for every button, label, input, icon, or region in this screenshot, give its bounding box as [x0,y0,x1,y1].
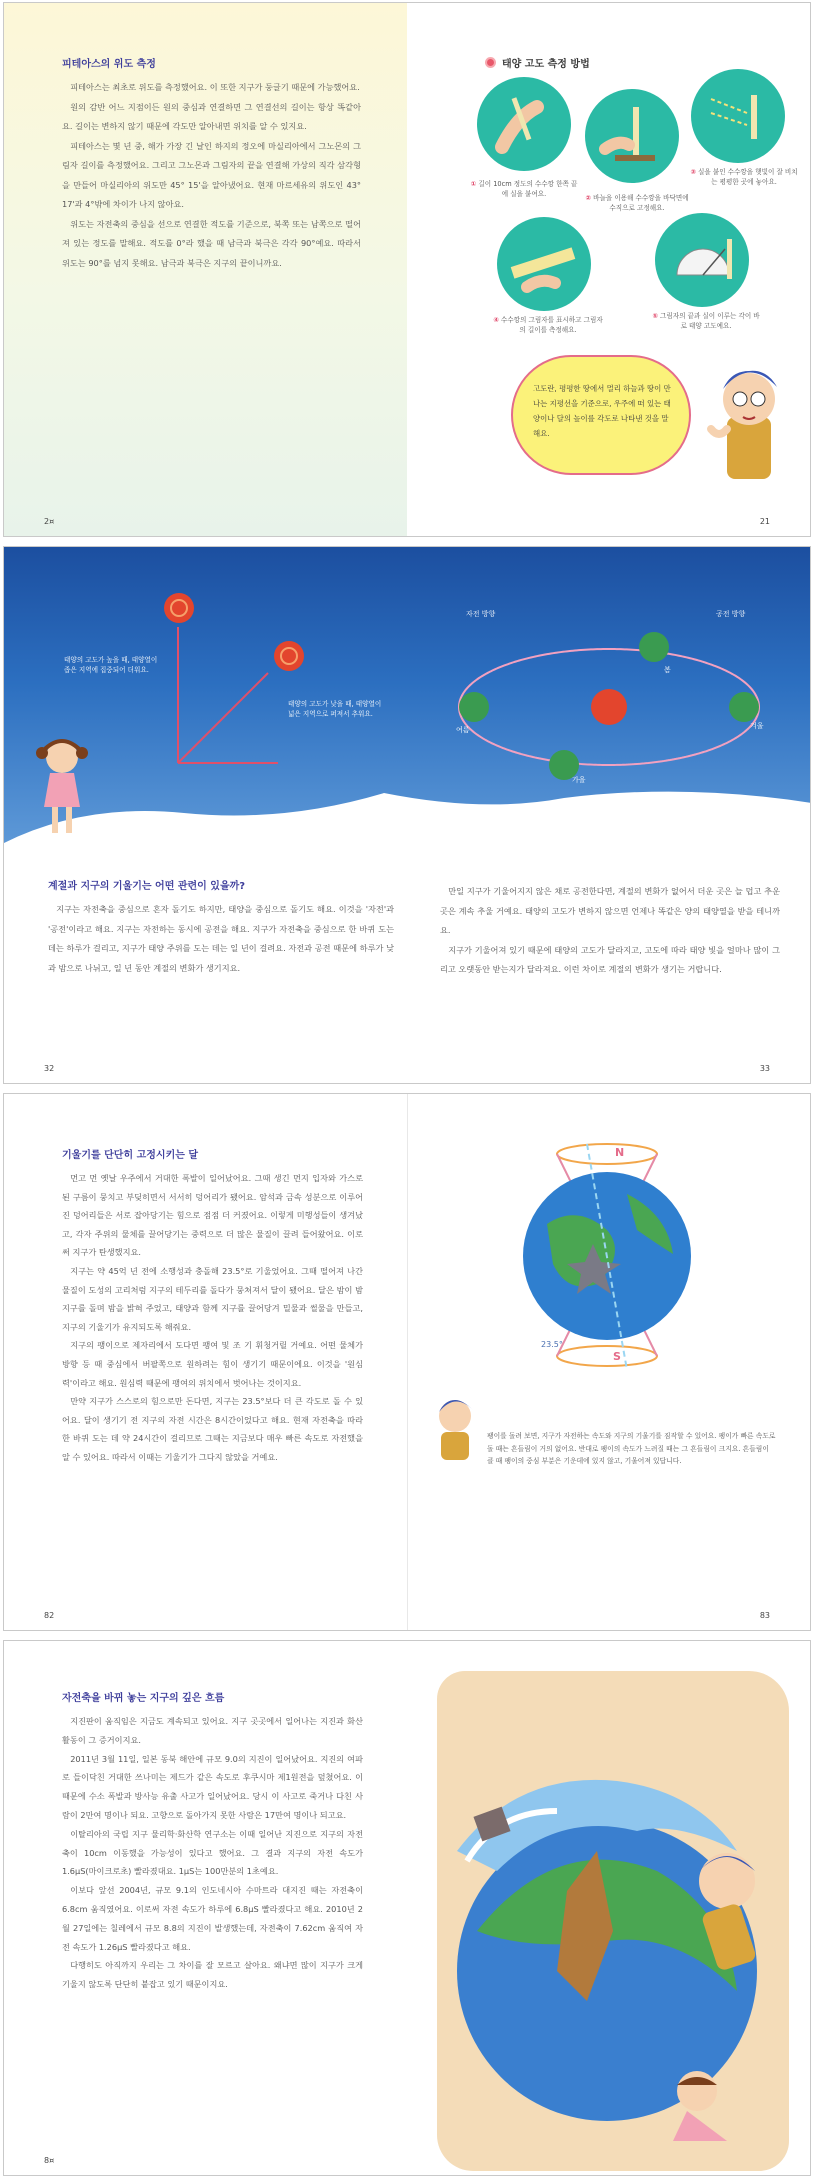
paragraph: 지구는 약 45억 년 전에 소행성과 충돌해 23.5°로 기울었어요. 그때 떨어져 나간 물질이 도성의 고리처럼 지구의 테두리를 돌다가 뭉쳐져서 달이 됐어요. 달은 밤이 밤 지구를 돌며 밤을 밝혀 주었고, 태양과 함께 지구를 끌어당겨 밀물과 썰물을 만들고, 지구의 기울기가 유지되도록 해줘요. [62,1265,363,1332]
spread-pages-82-83 [3,1093,811,1631]
page-32-text [48,877,394,978]
step-2-illustration [585,89,679,183]
earth-winter [729,692,759,722]
section-title: 기울기를 단단히 고정시키는 달 [62,1150,199,1161]
straw-sun-icon [691,69,785,163]
paragraph: 지진판이 움직임은 지금도 계속되고 있어요. 지구 곳곳에서 일어나는 지진과 화산 활동이 그 증거이지요. [62,1716,363,1745]
activity-header [485,55,590,70]
spread-pages-84-85 [3,1640,811,2176]
label-winter: 겨울 [750,722,764,730]
label-sun-high: 태양의 고도가 높을 때, 태양열이 좁은 지역에 집중되어 더워요. [64,656,158,674]
girl-character [32,733,94,843]
snow-field [4,773,811,883]
paragraph: 피테아스는 몇 년 중, 해가 가장 긴 날인 하지의 정오에 마실리아에서 그노몬의 그림자 길이를 측정했어요. 그리고 그노몬과 그림자의 끝을 연결해 가상의 직각 삼각형을 만들어 마실리아의 위도만 45° 15'을 알아냈어요. 현재 마르세유의 위도인 43° 17'과 4°밖에 차이가 나지 않아요. [62,140,361,209]
label-orbit: 공전 방향 [716,610,746,618]
spread-pages-32-33 [3,546,811,1084]
paragraph: 지구의 팽이으로 제자리에서 도다면 팽여 및 조 기 휘청거릴 거예요. 어떤 물체가 방향 등 때 중심에서 버팔쪽으로 원하려는 힘이 생기기 때문이에요. 이것을 '원심력'이라고 해요. 원심력 때문에 팽여의 위치에서 벗어나는 것이지요. [62,1340,363,1388]
page-85 [407,1641,810,2175]
body-text [48,900,394,978]
page-number: 83 [759,1611,770,1620]
label-spring: 봄 [664,666,671,674]
label-sun-low: 태양의 고도가 낮을 때, 태양열이 넓은 지역으로 퍼져서 추워요. [288,700,382,718]
paragraph: 위도는 자전축의 중심을 선으로 연결한 적도를 기준으로, 북쪽 또는 남쪽으로 떨어져 있는 정도를 말해요. 적도를 0°라 했을 때 남극과 북극은 각각 90°예요. 따라서 위도는 90°를 넘지 못해요. 남극과 북극은 지구의 끝이니까요. [62,218,361,268]
tilted-earth-diagram [497,1134,717,1374]
page-number: 8¤ [44,2156,55,2165]
label-summer: 여름 [456,726,470,734]
page-82 [4,1094,407,1630]
hand-needle-icon [585,89,679,183]
protractor-icon [655,213,749,307]
paragraph: 이탈리아의 국립 지구 물리학·화산학 연구소는 이때 일어난 지진으로 지구의 자전축이 10cm 이동했을 가능성이 있다고 했어요. 그 결과 지구의 자전 속도가 1.6μS(마이크로초) 빨라졌대요. 1μS는 100만분의 1초예요. [62,1828,363,1877]
earth-summer [459,692,489,722]
step-5-caption: ⑤ 그림자의 끝과 실이 이루는 각이 바로 태양 고도예요. [652,312,760,330]
paragraph: 지구가 기울어져 있기 때문에 태양의 고도가 달라지고, 고도에 따라 태양 빛을 얼마나 많이 그리고 오랫동안 받는지가 달라져요. 이런 차이로 계절의 변화가 생기는 거랍니다. [440,944,780,974]
label-south: S [613,1350,621,1363]
earthquake-illustration [437,1671,789,2171]
bullet-icon [485,57,496,68]
spinning-top-note: 팽이를 돌려 보면, 지구가 자전하는 속도와 지구의 기울기를 짐작할 수 있어요. 팽이가 빠른 속도로 돌 때는 흔들림이 거의 없어요. 반대로 팽이의 속도가 느려질 때는 그 흔들림이 크지요. 흔들림이 클 때 팽이의 중심 부분은 기운데에 있지 않고, 기울어져 있답니다. [487,1432,776,1465]
paragraph: 피테아스는 최초로 위도를 측정했어요. 이 또한 지구가 둥글기 때문에 가능했어요. [70,82,360,92]
speech-bubble: 고도란, 평평한 땅에서 멀리 하늘과 땅이 만나는 지평선을 기준으로, 우주에 떠 있는 태양이나 달의 높이를 각도로 나타낸 것을 말해요. [511,355,691,475]
paragraph: 원의 감반 어느 지점이든 원의 중심과 연결하면 그 연결선의 길이는 항상 똑같아요. 길이는 변하지 않기 때문에 각도만 알아내면 위치를 알 수 있지요. [62,101,361,131]
step-1-caption: ① 길이 10cm 정도의 수수깡 한쪽 끝에 실을 붙여요. [470,180,578,198]
step-1-illustration [477,77,571,171]
step-2-caption: ② 바늘을 이용해 수수깡을 바닥면에 수직으로 고정해요. [585,194,689,212]
page-number: 33 [759,1064,770,1073]
section-title: 계절과 지구의 기울기는 어떤 관련이 있을까? [48,881,246,892]
professor-character [697,359,807,489]
step-4-caption: ④ 수수깡의 그림자를 표시하고 그림자의 길이를 측정해요. [493,316,603,334]
hand-straw-icon [477,77,571,171]
body-text [62,78,361,273]
professor-small-character [427,1394,487,1464]
activity-title: 태양 고도 측정 방법 [502,59,590,70]
page-number: 21 [759,517,770,526]
paragraph: 이보다 앞선 2004년, 규모 9.1의 인도네시아 수마트라 대지진 때는 자전축이 6.8cm 움직였어요. 이로써 자전 속도가 하루에 6.8μS 빨라졌다고 해요. 2010년 2월 27일에는 칠레에서 규모 8.8의 지진이 발생했는데, 자전축이 7.62cm 움직여 자전 속도가 1.26μS 빨라졌다고 해요. [62,1885,363,1952]
page-84 [4,1641,407,2175]
step-3-illustration [691,69,785,163]
page-20 [4,3,407,536]
body-text [62,1169,363,1467]
orbit-diagram [444,617,774,787]
sun-high-icon [162,591,196,625]
paragraph: 2011년 3월 11일, 일본 동북 해안에 규모 9.0의 지진이 일어났어요. 지진의 여파로 들이닥친 거대한 쓰나미는 제드가 같은 속도로 후쿠시마 제1원전을 덮쳤어요. 이 때문에 수소 폭발과 방사능 유출 사고가 일어났어요. 당시 이 사고로 죽거나 다친 사람이 2만여 명이나 되요. 고향으로 돌아가지 못한 사람은 17만여 명이나 되고요. [62,1753,363,1820]
label-angle: 23.5° [541,1340,563,1349]
paragraph: 만일 지구가 기울어지지 않은 채로 공전한다면, 계절의 변화가 없어서 더운 곳은 늘 덥고 추운 곳은 계속 추울 거예요. 태양의 고도가 변하지 않으면 언제나 똑같은 양의 태양열을 받을 테니까요. [440,886,780,935]
page-number: 32 [44,1064,55,1073]
paragraph: 먼고 먼 옛날 우주에서 거대한 폭발이 일어났어요. 그때 생긴 먼지 입자와 가스로 된 구름이 뭉치고 부딪히면서 서서히 덩어리가 됐어요. 암석과 금속 성분으로 이루어진 덩어리들은 서로 잡아당기는 힘으로 점점 더 커졌어요. 이렇게 미행성들이 생겨났고, 각자 주위의 물체를 끌어당기는 중력으로 더 많은 물질이 끌려 들어왔어요. 이로써 지구가 탄생했지요. [62,1173,363,1258]
paragraph: 지구는 자전축을 중심으로 혼자 돌기도 하지만, 태양을 중심으로 돌기도 해요. 이것을 '자전'과 '공전'이라고 해요. 지구는 자전하는 동시에 공전을 해요. 지구가 자전축을 중심으로 한 바퀴 도는 데는 하루가 걸리고, 지구가 태양 주위를 도는 데는 일 년이 걸려요. 자전과 공전 때문에 하루가 낮과 밤으로 나뉘고, 일 년 동안 계절의 변화가 생기지요. [48,904,394,973]
page-number: 82 [44,1611,55,1620]
sun-angle-diagram [168,627,278,767]
paragraph: 만약 지구가 스스로의 힘으로만 돈다면, 지구는 23.5°보다 더 큰 각도로 돌 수 있어요. 달이 생기기 전 지구의 자전 시간은 8시간이었다고 해요. 현재 자전축을 따라 한 바퀴 도는 데 약 24시간이 걸리므로 그때는 지금보다 매우 빠른 속도로 자전했을 알 수 있어요. 따라서 이때는 기울기가 그다지 않았을 거예요. [62,1396,363,1462]
step-4-illustration [497,217,591,311]
page-number: 2¤ [44,517,55,526]
section-title: 피테아스의 위도 측정 [62,59,156,70]
page-21 [407,3,810,536]
body-text [440,882,780,980]
step-3-caption: ③ 실을 붙인 수수깡을 햇빛이 잘 비치는 평평한 곳에 놓아요. [690,168,798,186]
page-83 [407,1094,810,1630]
body-text [62,1712,363,1994]
spread-pages-20-21 [3,2,811,537]
label-axis: 자전 방향 [466,610,496,618]
earth-spring [639,632,669,662]
ruler-icon [497,217,591,311]
tsunami-earth-art [437,1671,789,2171]
page-33-text [440,882,780,980]
label-autumn: 가을 [572,776,586,784]
label-north: N [615,1146,625,1159]
paragraph: 다행히도 아직까지 우리는 그 차이를 잘 모르고 살아요. 왜냐면 많이 지구가 크게 기울지 않도록 단단히 붙잡고 있기 때문이지요. [62,1960,363,1990]
section-title: 자전축을 바뀌 놓는 지구의 깊은 흐름 [62,1693,225,1704]
step-5-illustration [655,213,749,307]
sun-icon [591,689,627,725]
